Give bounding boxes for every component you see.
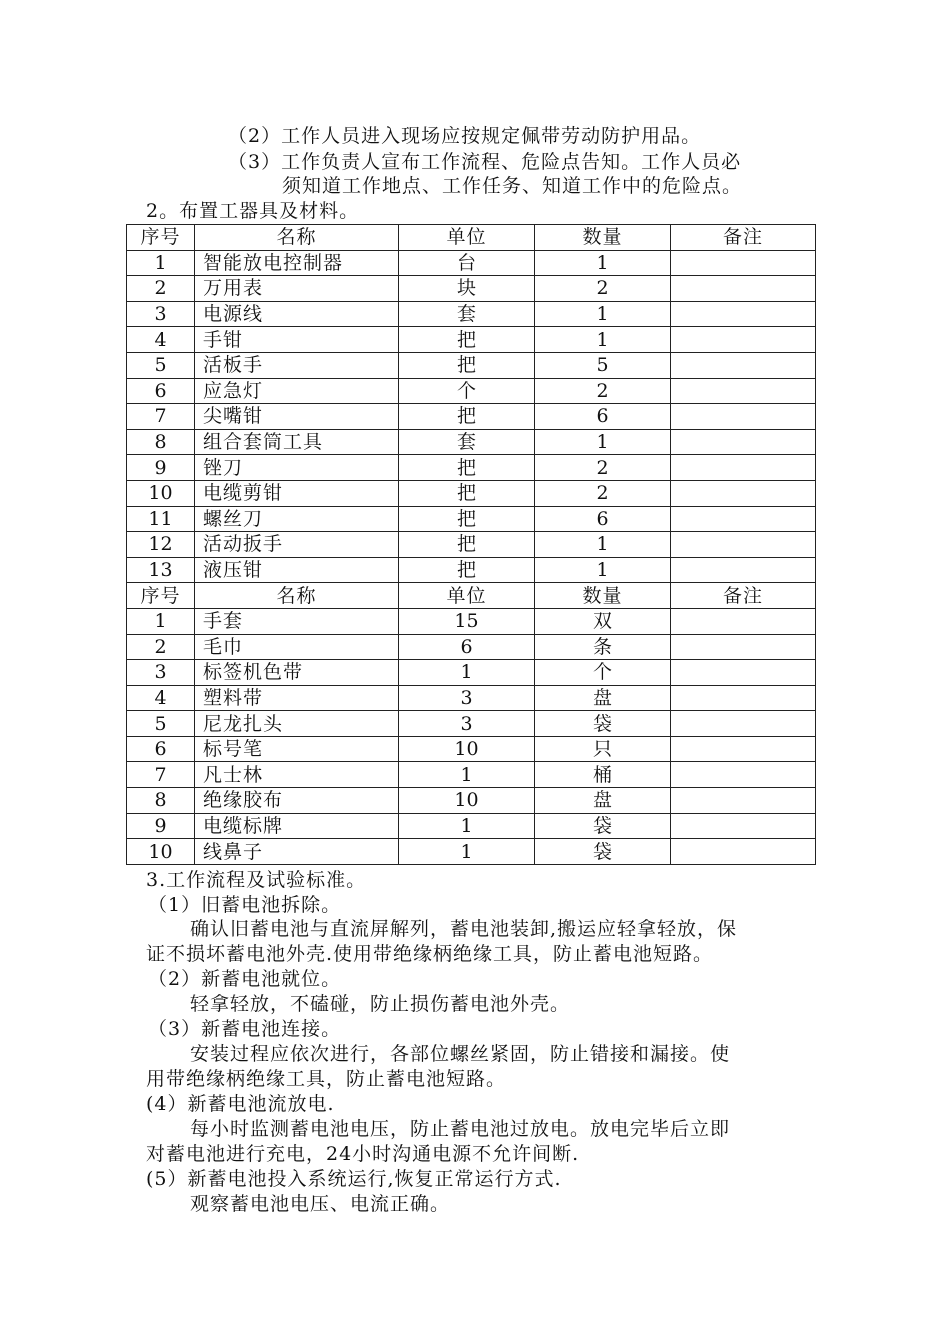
cell-name: 锉刀 [195,455,399,481]
cell-qty: 双 [535,608,671,634]
cell-unit: 1 [399,660,535,686]
intro-line-1: （2）工作人员进入现场应按规定佩带劳动防护用品。 [228,125,702,147]
table-row [127,378,816,404]
table-row [127,276,816,302]
cell-no: 1 [127,608,195,634]
cell-unit: 10 [399,788,535,814]
cell-name: 塑料带 [195,685,399,711]
s3-item5-text: 观察蓄电池电压、电流正确。 [190,1193,451,1215]
cell-no: 7 [127,762,195,788]
table-row [127,301,816,327]
cell-note [671,813,816,839]
cell-name: 万用表 [195,276,399,302]
cell-unit: 块 [399,276,535,302]
cell-note [671,429,816,455]
cell-unit: 把 [399,506,535,532]
cell-name: 电缆剪钳 [195,480,399,506]
cell-name: 线鼻子 [195,839,399,865]
table-row [127,762,816,788]
cell-name: 凡士林 [195,762,399,788]
cell-unit: 个 [399,378,535,404]
cell-note [671,532,816,558]
cell-unit: 把 [399,557,535,583]
cell-name: 电源线 [195,301,399,327]
cell-note [671,250,816,276]
cell-unit: 把 [399,327,535,353]
table-row [127,685,816,711]
table-row [127,557,816,583]
header-unit: 单位 [399,225,535,251]
table-row [127,608,816,634]
cell-qty: 5 [535,352,671,378]
cell-qty: 2 [535,276,671,302]
cell-no: 2 [127,276,195,302]
s3-item3-text-2: 用带绝缘柄绝缘工具，防止蓄电池短路。 [146,1068,507,1090]
cell-qty: 2 [535,455,671,481]
cell-note [671,378,816,404]
cell-no: 10 [127,480,195,506]
cell-no: 6 [127,736,195,762]
cell-qty: 1 [535,557,671,583]
cell-unit: 把 [399,532,535,558]
cell-name: 组合套筒工具 [195,429,399,455]
cell-qty: 只 [535,736,671,762]
cell-name: 活动扳手 [195,532,399,558]
cell-note [671,352,816,378]
table-row [127,352,816,378]
cell-name: 活板手 [195,352,399,378]
cell-unit: 台 [399,250,535,276]
table-row [127,788,816,814]
cell-name: 手钳 [195,327,399,353]
cell-qty: 2 [535,480,671,506]
header-qty: 数量 [535,225,671,251]
cell-qty: 6 [535,404,671,430]
table-row [127,455,816,481]
cell-note [671,480,816,506]
cell-unit: 1 [399,762,535,788]
cell-name: 标号笔 [195,736,399,762]
table-row [127,711,816,737]
cell-qty: 袋 [535,711,671,737]
cell-note [671,685,816,711]
cell-unit: 1 [399,813,535,839]
cell-qty: 条 [535,634,671,660]
table-row [127,404,816,430]
cell-unit: 把 [399,455,535,481]
cell-name: 绝缘胶布 [195,788,399,814]
table-row [127,250,816,276]
section2-title: 2。布置工器具及材料。 [146,200,360,222]
cell-unit: 10 [399,736,535,762]
cell-note [671,327,816,353]
table-row [127,327,816,353]
cell-note [671,301,816,327]
tools-materials-table [126,224,816,865]
table-row [127,660,816,686]
s3-item4-heading: (4）新蓄电池流放电. [146,1093,335,1115]
intro-line-2: （3）工作负责人宣布工作流程、危险点告知。工作人员必 [228,151,742,173]
cell-name: 应急灯 [195,378,399,404]
cell-note [671,711,816,737]
cell-unit: 套 [399,429,535,455]
cell-unit: 把 [399,480,535,506]
cell-note [671,762,816,788]
s3-item1-text-1: 确认旧蓄电池与直流屏解列，蓄电池装卸,搬运应轻拿轻放，保 [190,918,738,940]
cell-name: 毛巾 [195,634,399,660]
section3-title: 3.工作流程及试验标准。 [146,869,367,891]
header-no: 序号 [127,583,195,609]
cell-note [671,455,816,481]
cell-name: 螺丝刀 [195,506,399,532]
cell-no: 8 [127,788,195,814]
cell-no: 9 [127,813,195,839]
cell-no: 4 [127,327,195,353]
cell-no: 4 [127,685,195,711]
cell-qty: 1 [535,327,671,353]
cell-note [671,276,816,302]
cell-qty: 1 [535,301,671,327]
s3-item2-heading: （2）新蓄电池就位。 [148,968,342,990]
cell-unit: 把 [399,352,535,378]
table-row [127,736,816,762]
cell-qty: 1 [535,429,671,455]
cell-qty: 个 [535,660,671,686]
cell-unit: 套 [399,301,535,327]
s3-item3-heading: （3）新蓄电池连接。 [148,1018,342,1040]
cell-unit: 6 [399,634,535,660]
materials-header-row [127,583,816,609]
cell-qty: 2 [535,378,671,404]
header-note: 备注 [671,225,816,251]
cell-qty: 1 [535,250,671,276]
table-row [127,813,816,839]
cell-qty: 6 [535,506,671,532]
cell-note [671,404,816,430]
s3-item3-text-1: 安装过程应依次进行，各部位螺丝紧固，防止错接和漏接。使 [190,1043,731,1065]
cell-no: 2 [127,634,195,660]
s3-item5-heading: (5）新蓄电池投入系统运行,恢复正常运行方式. [146,1168,562,1190]
cell-note [671,557,816,583]
cell-name: 液压钳 [195,557,399,583]
cell-unit: 3 [399,711,535,737]
cell-no: 13 [127,557,195,583]
cell-note [671,506,816,532]
tools-header-row [127,225,816,251]
table-row [127,839,816,865]
header-note: 备注 [671,583,816,609]
header-name: 名称 [195,225,399,251]
cell-note [671,608,816,634]
cell-no: 9 [127,455,195,481]
cell-unit: 15 [399,608,535,634]
cell-note [671,788,816,814]
cell-no: 10 [127,839,195,865]
cell-no: 11 [127,506,195,532]
cell-qty: 1 [535,532,671,558]
table-row [127,506,816,532]
cell-no: 5 [127,352,195,378]
cell-note [671,660,816,686]
cell-name: 电缆标牌 [195,813,399,839]
s3-item1-text-2: 证不损坏蓄电池外壳.使用带绝缘柄绝缘工具，防止蓄电池短路。 [146,943,714,965]
cell-no: 8 [127,429,195,455]
cell-qty: 盘 [535,685,671,711]
cell-no: 1 [127,250,195,276]
cell-qty: 袋 [535,813,671,839]
cell-unit: 1 [399,839,535,865]
cell-name: 尖嘴钳 [195,404,399,430]
cell-no: 12 [127,532,195,558]
table-row [127,532,816,558]
cell-unit: 3 [399,685,535,711]
cell-no: 3 [127,301,195,327]
cell-no: 5 [127,711,195,737]
s3-item4-text-1: 每小时监测蓄电池电压，防止蓄电池过放电。放电完毕后立即 [190,1118,731,1140]
intro-line-3: 须知道工作地点、工作任务、知道工作中的危险点。 [282,175,743,197]
cell-no: 7 [127,404,195,430]
cell-note [671,634,816,660]
cell-note [671,839,816,865]
header-qty: 数量 [535,583,671,609]
cell-name: 标签机色带 [195,660,399,686]
s3-item4-text-2: 对蓄电池进行充电，24小时沟通电源不允许间断. [146,1143,580,1165]
cell-note [671,736,816,762]
s3-item1-heading: （1）旧蓄电池拆除。 [148,894,342,916]
s3-item2-text: 轻拿轻放，不磕碰，防止损伤蓄电池外壳。 [190,993,571,1015]
cell-no: 3 [127,660,195,686]
header-name: 名称 [195,583,399,609]
header-no: 序号 [127,225,195,251]
cell-unit: 把 [399,404,535,430]
cell-name: 手套 [195,608,399,634]
table-row [127,429,816,455]
cell-name: 智能放电控制器 [195,250,399,276]
table-row [127,634,816,660]
cell-qty: 桶 [535,762,671,788]
cell-name: 尼龙扎头 [195,711,399,737]
cell-qty: 盘 [535,788,671,814]
table-row [127,480,816,506]
cell-no: 6 [127,378,195,404]
cell-qty: 袋 [535,839,671,865]
header-unit: 单位 [399,583,535,609]
